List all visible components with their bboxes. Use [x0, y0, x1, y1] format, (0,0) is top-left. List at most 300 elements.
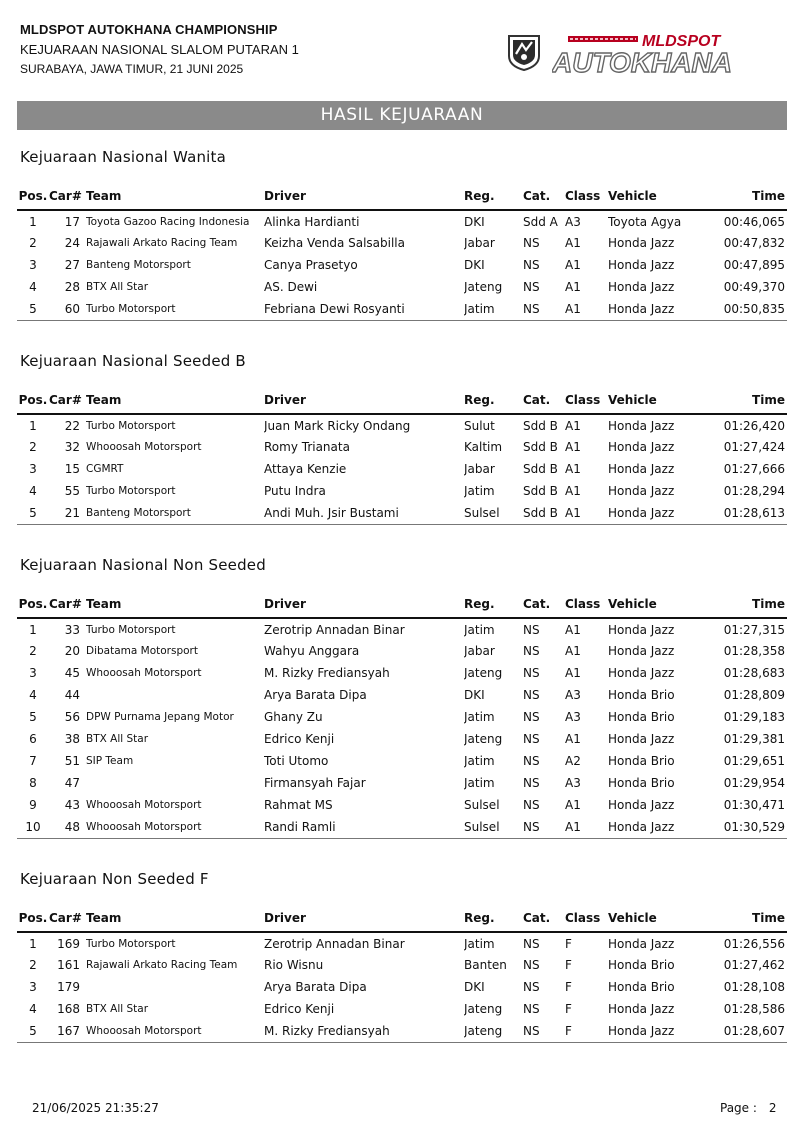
- cell-time: 01:29,183: [723, 710, 785, 724]
- cell-car: 27: [64, 258, 80, 272]
- cell-driver: Arya Barata Dipa: [264, 980, 367, 994]
- column-header-reg: Reg.: [464, 386, 523, 414]
- cell-class: F: [565, 1020, 608, 1042]
- cell-reg: Jatim: [464, 484, 495, 498]
- cell-team: DPW Purnama Jepang Motor: [86, 711, 234, 723]
- cell-vehicle: Honda Brio: [608, 980, 675, 994]
- table-row: [17, 276, 787, 298]
- cell-time: 01:29,651: [723, 754, 785, 768]
- printed-timestamp: 21/06/2025 21:35:27: [32, 1101, 159, 1115]
- table-row: [17, 794, 787, 816]
- cell-class: A3: [565, 688, 581, 702]
- table-header-row: [17, 386, 787, 414]
- cell-team: BTX All Star: [86, 281, 149, 293]
- cell-class: A1: [565, 622, 581, 637]
- cell-cat: Sdd B: [523, 502, 565, 524]
- cell-pos: 3: [29, 258, 37, 272]
- cell-reg: Jateng: [464, 666, 503, 680]
- table-row: [17, 954, 787, 976]
- column-header-car: Car#: [49, 904, 86, 932]
- cell-vehicle: Honda Jazz: [608, 732, 675, 746]
- cell-time: 01:28,586: [723, 1002, 785, 1016]
- cell-vehicle: Honda Jazz: [608, 258, 675, 272]
- results-table: [17, 182, 787, 321]
- cell-class: A1: [565, 280, 581, 294]
- cell-car: 167: [49, 1020, 86, 1042]
- cell-reg: Jatim: [464, 710, 495, 724]
- event-name: KEJUARAAN NASIONAL SLALOM PUTARAN 1: [20, 42, 299, 57]
- cell-team: Whooosah Motorsport: [86, 1020, 264, 1042]
- cell-time: 01:26,420: [723, 418, 785, 433]
- column-header-class: Class: [565, 182, 608, 210]
- cell-vehicle: Honda Jazz: [608, 1002, 675, 1016]
- cell-team: Turbo Motorsport: [86, 623, 176, 636]
- cell-team: [86, 772, 264, 794]
- cell-reg: Jatim: [464, 776, 495, 790]
- cell-reg: Jabar: [464, 236, 495, 250]
- cell-pos: 9: [29, 798, 37, 812]
- cell-reg: Jabar: [464, 644, 495, 658]
- page-number: 2: [768, 1101, 777, 1115]
- cell-pos: 1: [29, 622, 37, 637]
- table-row: [17, 502, 787, 524]
- table-row: [17, 728, 787, 750]
- table-row: [17, 976, 787, 998]
- cell-vehicle: Honda Jazz: [608, 484, 675, 498]
- cell-pos: 1: [29, 418, 37, 433]
- cell-time: 01:28,683: [723, 666, 785, 680]
- cell-pos: 2: [29, 958, 37, 972]
- results-table: [17, 386, 787, 525]
- cell-reg: Jateng: [464, 1020, 523, 1042]
- cell-driver: Firmansyah Fajar: [264, 776, 366, 790]
- cell-pos: 5: [17, 298, 49, 320]
- cell-team: Whooosah Motorsport: [86, 441, 202, 453]
- cell-cat: NS: [523, 816, 565, 838]
- column-header-vehicle: Vehicle: [608, 590, 720, 618]
- table-row: [17, 458, 787, 480]
- cell-car: 168: [57, 1002, 80, 1016]
- table-row: [17, 1020, 787, 1042]
- table-header-row: [17, 182, 787, 210]
- cell-pos: 4: [29, 1002, 37, 1016]
- cell-car: 17: [64, 214, 80, 229]
- table-row: [17, 480, 787, 502]
- table-row: [17, 210, 787, 232]
- document-header: [20, 22, 299, 76]
- cell-vehicle: Honda Brio: [608, 958, 675, 972]
- cell-class: F: [565, 936, 572, 951]
- cell-cat: NS: [523, 280, 540, 294]
- cell-vehicle: Honda Jazz: [608, 798, 675, 812]
- cell-car: 43: [64, 798, 80, 812]
- cell-car: 48: [49, 816, 86, 838]
- cell-team: Rajawali Arkato Racing Team: [86, 959, 238, 971]
- cell-driver: Keizha Venda Salsabilla: [264, 236, 405, 250]
- cell-reg: DKI: [464, 688, 485, 702]
- cell-car: 161: [57, 958, 80, 972]
- cell-class: A1: [565, 418, 581, 433]
- cell-driver: Andi Muh. Jsir Bustami: [264, 502, 464, 524]
- results-section: [17, 870, 787, 1043]
- cell-class: A1: [565, 666, 581, 680]
- cell-class: A1: [565, 644, 581, 658]
- table-row: [17, 414, 787, 436]
- column-header-time: Time: [720, 182, 787, 210]
- cell-time: 01:28,108: [723, 980, 785, 994]
- column-header-driver: Driver: [264, 386, 464, 414]
- cell-cat: NS: [523, 1020, 565, 1042]
- column-header-time: Time: [720, 590, 787, 618]
- cell-cat: Sdd B: [523, 418, 558, 433]
- cell-vehicle: Honda Jazz: [608, 298, 720, 320]
- column-header-reg: Reg.: [464, 182, 523, 210]
- cell-car: 24: [64, 236, 80, 250]
- cell-pos: 5: [29, 710, 37, 724]
- cell-reg: DKI: [464, 258, 485, 272]
- cell-cat: Sdd A: [523, 214, 558, 229]
- cell-cat: NS: [523, 666, 540, 680]
- cell-time: 01:27,315: [723, 622, 785, 637]
- cell-reg: Kaltim: [464, 440, 503, 454]
- column-header-cat: Cat.: [523, 590, 565, 618]
- cell-vehicle: Honda Jazz: [608, 440, 675, 454]
- cell-pos: 2: [29, 440, 37, 454]
- cell-cat: NS: [523, 688, 540, 702]
- cell-driver: AS. Dewi: [264, 280, 318, 294]
- cell-team: Turbo Motorsport: [86, 419, 176, 432]
- cell-car: 55: [64, 484, 80, 498]
- column-header-pos: Pos.: [17, 904, 49, 932]
- cell-driver: Rio Wisnu: [264, 958, 324, 972]
- column-header-driver: Driver: [264, 182, 464, 210]
- cell-reg: Jateng: [464, 280, 503, 294]
- logo-main-text: AUTOKHANA: [552, 47, 732, 76]
- cell-driver: Toti Utomo: [264, 754, 329, 768]
- cell-team: Banteng Motorsport: [86, 502, 264, 524]
- cell-class: F: [565, 980, 572, 994]
- cell-cat: NS: [523, 298, 565, 320]
- cell-car: 20: [64, 644, 80, 658]
- cell-pos: 4: [29, 280, 37, 294]
- table-row: [17, 298, 787, 320]
- cell-team: BTX All Star: [86, 733, 149, 745]
- cell-car: 15: [64, 462, 80, 476]
- cell-vehicle: Honda Jazz: [608, 1020, 720, 1042]
- cell-cat: NS: [523, 644, 540, 658]
- cell-car: 28: [64, 280, 80, 294]
- cell-driver: Canya Prasetyo: [264, 258, 358, 272]
- cell-time: 00:47,895: [723, 258, 785, 272]
- column-header-reg: Reg.: [464, 590, 523, 618]
- cell-team: Turbo Motorsport: [86, 298, 264, 320]
- cell-reg: Sulsel: [464, 816, 523, 838]
- cell-class: A1: [565, 236, 581, 250]
- cell-reg: Jatim: [464, 298, 523, 320]
- cell-class: A1: [565, 258, 581, 272]
- column-header-pos: Pos.: [17, 182, 49, 210]
- cell-class: A1: [565, 732, 581, 746]
- cell-team: Turbo Motorsport: [86, 937, 176, 950]
- table-row: [17, 662, 787, 684]
- cell-vehicle: Honda Jazz: [608, 666, 675, 680]
- cell-driver: M. Rizky Frediansyah: [264, 666, 390, 680]
- cell-vehicle: Honda Jazz: [608, 816, 720, 838]
- results-table: [17, 590, 787, 839]
- cell-cat: NS: [523, 936, 540, 951]
- cell-cat: NS: [523, 958, 540, 972]
- results-section: [17, 556, 787, 839]
- table-row: [17, 772, 787, 794]
- cell-driver: Febriana Dewi Rosyanti: [264, 298, 464, 320]
- cell-car: 179: [57, 980, 80, 994]
- column-header-team: Team: [86, 904, 264, 932]
- cell-time: 01:28,809: [723, 688, 785, 702]
- cell-car: 169: [57, 936, 80, 951]
- cell-pos: 3: [29, 980, 37, 994]
- cell-team: [86, 684, 264, 706]
- cell-vehicle: Toyota Agya: [608, 214, 682, 229]
- cell-class: F: [565, 1002, 572, 1016]
- column-header-vehicle: Vehicle: [608, 182, 720, 210]
- cell-car: 22: [64, 418, 80, 433]
- cell-time: 01:30,471: [723, 798, 785, 812]
- cell-vehicle: Honda Jazz: [608, 936, 675, 951]
- cell-reg: Jatim: [464, 754, 495, 768]
- cell-car: 60: [49, 298, 86, 320]
- column-header-pos: Pos.: [17, 386, 49, 414]
- cell-time: 01:27,424: [723, 440, 785, 454]
- cell-vehicle: Honda Brio: [608, 754, 675, 768]
- cell-cat: NS: [523, 798, 540, 812]
- cell-pos: 10: [17, 816, 49, 838]
- cell-time: 01:28,613: [720, 502, 787, 524]
- cell-driver: Wahyu Anggara: [264, 644, 360, 658]
- cell-driver: Arya Barata Dipa: [264, 688, 367, 702]
- cell-time: 01:29,954: [723, 776, 785, 790]
- column-header-pos: Pos.: [17, 590, 49, 618]
- cell-vehicle: Honda Jazz: [608, 502, 720, 524]
- cell-pos: 6: [29, 732, 37, 746]
- cell-driver: Alinka Hardianti: [264, 214, 360, 229]
- cell-class: A1: [565, 440, 581, 454]
- cell-reg: Jateng: [464, 1002, 503, 1016]
- cell-vehicle: Honda Jazz: [608, 462, 675, 476]
- table-row: [17, 816, 787, 838]
- cell-team: Whooosah Motorsport: [86, 816, 264, 838]
- table-row: [17, 436, 787, 458]
- cell-pos: 3: [29, 666, 37, 680]
- cell-car: 21: [49, 502, 86, 524]
- cell-time: 01:28,358: [723, 644, 785, 658]
- cell-class: A1: [565, 484, 581, 498]
- cell-reg: Jabar: [464, 462, 495, 476]
- section-title: Kejuaraan Nasional Wanita: [20, 148, 227, 166]
- cell-cat: NS: [523, 710, 540, 724]
- table-row: [17, 932, 787, 954]
- cell-pos: 7: [29, 754, 37, 768]
- cell-reg: Jatim: [464, 622, 495, 637]
- cell-driver: Putu Indra: [264, 484, 326, 498]
- cell-car: 33: [64, 622, 80, 637]
- cell-car: 32: [64, 440, 80, 454]
- cell-cat: NS: [523, 622, 540, 637]
- cell-class: A1: [565, 462, 581, 476]
- cell-cat: NS: [523, 258, 540, 272]
- cell-pos: 5: [17, 502, 49, 524]
- cell-time: 00:49,370: [723, 280, 785, 294]
- cell-pos: 4: [29, 484, 37, 498]
- cell-car: 45: [64, 666, 80, 680]
- column-header-cat: Cat.: [523, 904, 565, 932]
- cell-time: 01:27,666: [723, 462, 785, 476]
- cell-pos: 1: [29, 214, 37, 229]
- cell-class: A3: [565, 776, 581, 790]
- cell-time: 01:29,381: [723, 732, 785, 746]
- cell-driver: Attaya Kenzie: [264, 462, 347, 476]
- cell-team: Whooosah Motorsport: [86, 799, 202, 811]
- column-header-cat: Cat.: [523, 182, 565, 210]
- cell-class: A1: [565, 502, 608, 524]
- column-header-car: Car#: [49, 386, 86, 414]
- cell-cat: NS: [523, 236, 540, 250]
- cell-team: [86, 976, 264, 998]
- event-location-date: SURABAYA, JAWA TIMUR, 21 JUNI 2025: [20, 62, 244, 76]
- cell-pos: 8: [29, 776, 37, 790]
- cell-reg: Jateng: [464, 732, 503, 746]
- cell-pos: 3: [29, 462, 37, 476]
- cell-cat: NS: [523, 980, 540, 994]
- column-header-time: Time: [720, 904, 787, 932]
- cell-team: CGMRT: [86, 463, 124, 475]
- column-header-reg: Reg.: [464, 904, 523, 932]
- table-row: [17, 750, 787, 772]
- cell-reg: Banten: [464, 958, 507, 972]
- mldspot-autokhana-logo: [552, 30, 774, 76]
- cell-pos: 1: [29, 936, 37, 951]
- section-title: Kejuaraan Nasional Seeded B: [20, 352, 246, 370]
- cell-team: Whooosah Motorsport: [86, 667, 202, 679]
- cell-time: 00:46,065: [723, 214, 785, 229]
- table-row: [17, 618, 787, 640]
- column-header-time: Time: [720, 386, 787, 414]
- section-title: Kejuaraan Non Seeded F: [20, 870, 209, 888]
- cell-cat: NS: [523, 776, 540, 790]
- column-header-class: Class: [565, 904, 608, 932]
- cell-car: 56: [64, 710, 80, 724]
- column-header-car: Car#: [49, 590, 86, 618]
- cell-car: 51: [64, 754, 80, 768]
- cell-reg: Sulsel: [464, 798, 500, 812]
- cell-class: A2: [565, 754, 581, 768]
- cell-pos: 4: [29, 688, 37, 702]
- column-header-cat: Cat.: [523, 386, 565, 414]
- cell-vehicle: Honda Brio: [608, 710, 675, 724]
- cell-driver: Romy Trianata: [264, 440, 350, 454]
- page-label: Page :: [720, 1101, 757, 1115]
- cell-team: Rajawali Arkato Racing Team: [86, 237, 238, 249]
- cell-cat: Sdd B: [523, 484, 558, 498]
- cell-cat: NS: [523, 754, 540, 768]
- table-row: [17, 254, 787, 276]
- cell-driver: Zerotrip Annadan Binar: [264, 622, 405, 637]
- column-header-vehicle: Vehicle: [608, 904, 720, 932]
- results-banner: HASIL KEJUARAAN: [17, 101, 787, 130]
- cell-time: 01:28,607: [720, 1020, 787, 1042]
- column-header-driver: Driver: [264, 904, 464, 932]
- cell-team: Banteng Motorsport: [86, 259, 191, 271]
- cell-vehicle: Honda Jazz: [608, 622, 675, 637]
- cell-team: Toyota Gazoo Racing Indonesia: [86, 215, 250, 228]
- section-title: Kejuaraan Nasional Non Seeded: [20, 556, 266, 574]
- cell-car: 44: [64, 688, 80, 702]
- cell-team: Turbo Motorsport: [86, 485, 176, 497]
- cell-time: 00:50,835: [720, 298, 787, 320]
- cell-car: 38: [64, 732, 80, 746]
- cell-reg: Jatim: [464, 936, 495, 951]
- page-indicator: [720, 1101, 777, 1115]
- results-table: [17, 904, 787, 1043]
- cell-cat: Sdd B: [523, 462, 558, 476]
- cell-driver: Edrico Kenji: [264, 732, 335, 746]
- results-section: [17, 148, 787, 321]
- cell-driver: Rahmat MS: [264, 798, 333, 812]
- table-row: [17, 998, 787, 1020]
- cell-time: 01:26,556: [723, 936, 785, 951]
- cell-class: A1: [565, 816, 608, 838]
- results-section: [17, 352, 787, 525]
- cell-driver: Edrico Kenji: [264, 1002, 335, 1016]
- cell-vehicle: Honda Jazz: [608, 280, 675, 294]
- cell-vehicle: Honda Jazz: [608, 418, 675, 433]
- cell-time: 01:28,294: [723, 484, 785, 498]
- table-row: [17, 706, 787, 728]
- federation-emblem-icon: [505, 32, 543, 72]
- cell-team: Dibatama Motorsport: [86, 645, 198, 657]
- table-row: [17, 684, 787, 706]
- cell-vehicle: Honda Jazz: [608, 644, 675, 658]
- cell-reg: Sulsel: [464, 502, 523, 524]
- cell-class: A1: [565, 798, 581, 812]
- column-header-vehicle: Vehicle: [608, 386, 720, 414]
- cell-cat: NS: [523, 732, 540, 746]
- cell-vehicle: Honda Brio: [608, 688, 675, 702]
- cell-class: F: [565, 958, 572, 972]
- cell-reg: DKI: [464, 214, 485, 229]
- cell-pos: 5: [17, 1020, 49, 1042]
- cell-vehicle: Honda Jazz: [608, 236, 675, 250]
- table-header-row: [17, 904, 787, 932]
- column-header-team: Team: [86, 590, 264, 618]
- cell-driver: Ghany Zu: [264, 710, 323, 724]
- cell-class: A3: [565, 710, 581, 724]
- cell-vehicle: Honda Brio: [608, 776, 675, 790]
- cell-team: SIP Team: [86, 755, 134, 767]
- cell-car: 47: [64, 776, 80, 790]
- cell-driver: Randi Ramli: [264, 816, 464, 838]
- logo-top-text: MLDSPOT: [642, 33, 721, 50]
- cell-pos: 2: [29, 236, 37, 250]
- column-header-team: Team: [86, 182, 264, 210]
- cell-time: 01:27,462: [723, 958, 785, 972]
- cell-pos: 2: [29, 644, 37, 658]
- cell-driver: Zerotrip Annadan Binar: [264, 936, 405, 951]
- column-header-car: Car#: [49, 182, 86, 210]
- cell-driver: Juan Mark Ricky Ondang: [264, 418, 411, 433]
- cell-class: A3: [565, 214, 581, 229]
- cell-class: A1: [565, 298, 608, 320]
- cell-reg: Sulut: [464, 418, 495, 433]
